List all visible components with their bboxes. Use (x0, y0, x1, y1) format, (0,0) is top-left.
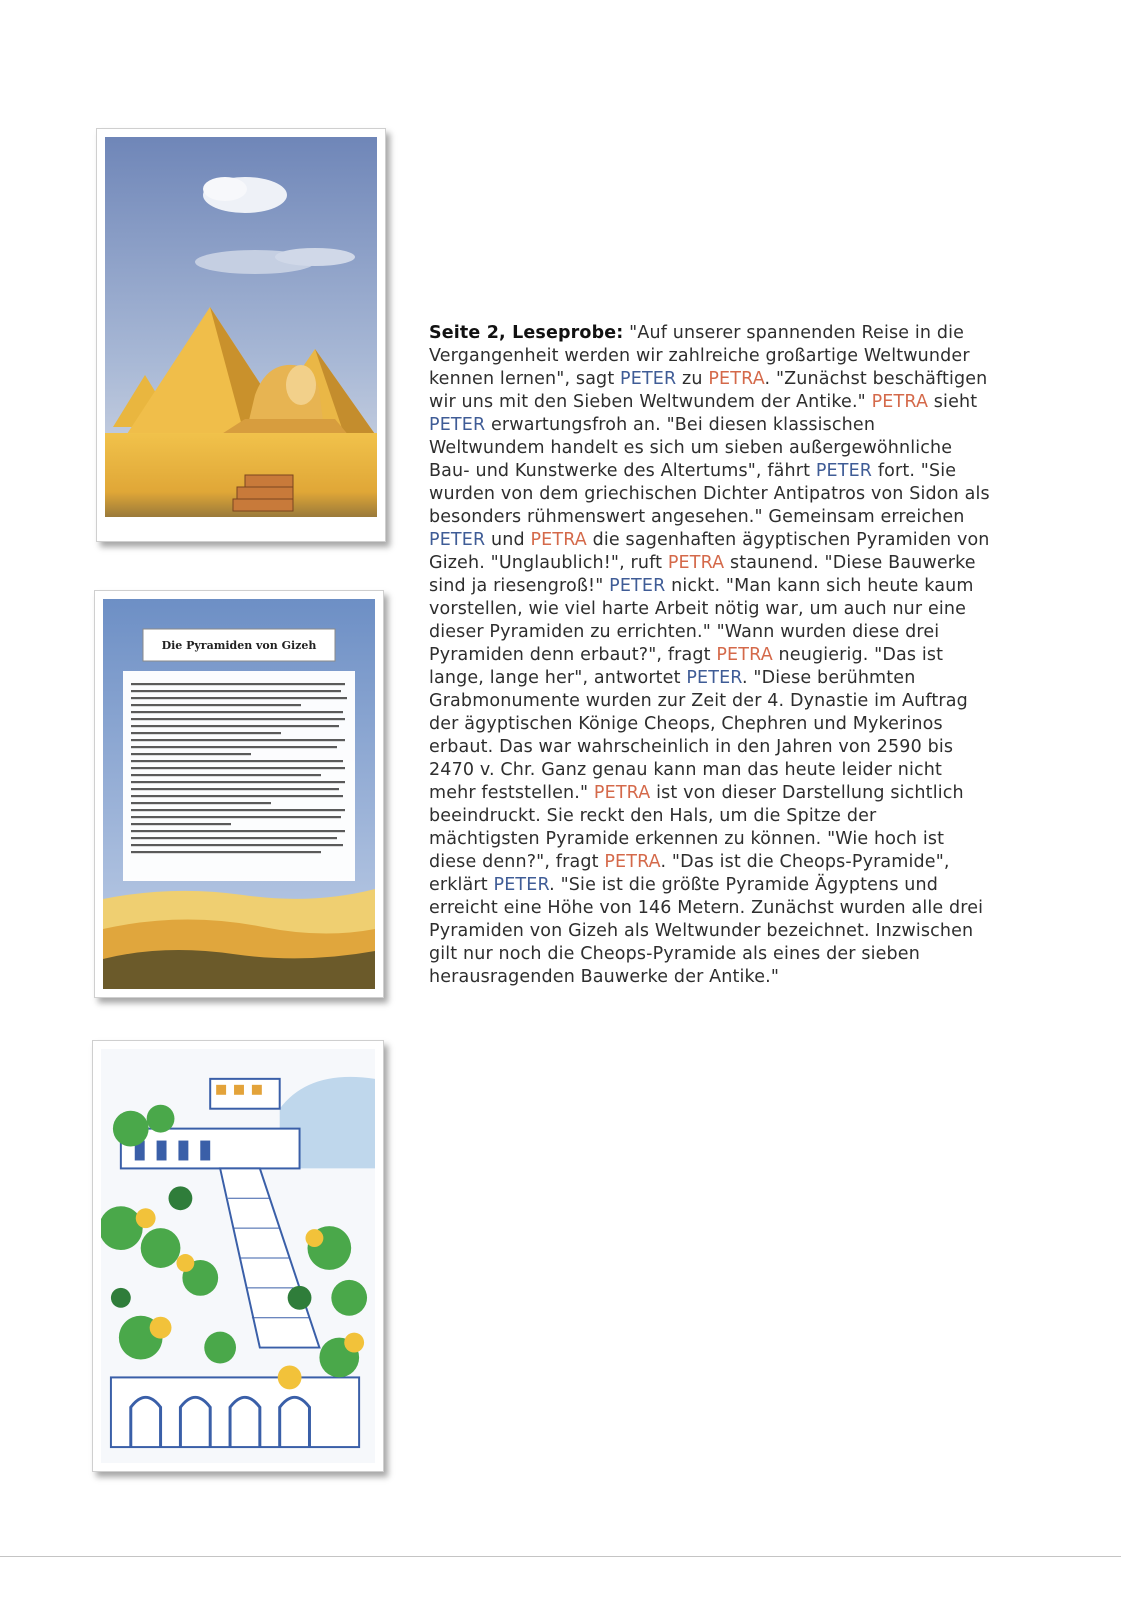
text-segment: und (485, 530, 531, 550)
text-segment: sieht (928, 392, 983, 412)
name-petra: PETRA (667, 553, 725, 573)
text-segment: zu (676, 369, 709, 389)
text-segment: "Auf unserer spannenden Reise in die Vergangenheit werden wir zahlreiche großartige Weltwunder kennen lernen", sagt (429, 323, 976, 389)
hanging-gardens-illustration (101, 1049, 375, 1463)
sample-heading: Seite 2, Leseprobe: (429, 323, 624, 343)
name-peter: PETER (686, 668, 742, 688)
name-petra: PETRA (716, 645, 773, 665)
text-segment: . "Zunächst beschäftigen wir uns mit den Sieben Weltwundem der Antike." (429, 369, 994, 412)
thumbnail-page-title: Die Pyramiden von Gizeh (161, 639, 317, 652)
text-segment: ist von dieser Darstellung sichtlich beeindruckt. Sie reckt den Hals, um die Spitze der mächtigsten Pyramide erkennen zu können. "Wie hoch ist diese denn?", fragt (429, 783, 970, 872)
name-peter: PETER (493, 875, 550, 895)
name-peter: PETER (620, 369, 677, 389)
name-petra: PETRA (593, 783, 651, 803)
text-segment: neugierig. "Das ist lange, lange her", antwortet (429, 645, 949, 688)
page-thumbnail-pyramids (96, 128, 386, 542)
page-thumbnail-text (94, 590, 384, 998)
page-thumbnail-gardens (92, 1040, 384, 1472)
text-page-illustration (103, 599, 375, 989)
bottom-divider (0, 1556, 1121, 1557)
name-petra: PETRA (604, 852, 661, 872)
name-peter: PETER (609, 576, 666, 596)
text-segment: . "Diese berühmten Grabmonumente wurden zur Zeit der 4. Dynastie im Auftrag der ägyptischen Könige Cheops, Chephren und Mykerinos erbaut. Das war wahrscheinlich in den Jahren von 2590 bis 2470 v. Chr. Ganz genau kann man das heute leider nicht mehr feststellen." (429, 668, 974, 803)
pyramids-sphinx-illustration (105, 137, 377, 533)
text-segment: . "Sie ist die größte Pyramide Ägyptens und erreicht eine Höhe von 146 Metern. Zunächst wurden alle drei Pyramiden von Gizeh als Weltwunder bezeichnet. Inzwischen gilt nur noch die Cheops-Pyramide als eines der sieben herausragenden Bauwerke der Antike." (429, 875, 989, 987)
name-peter: PETER (815, 461, 873, 481)
reading-sample-text (429, 322, 996, 989)
name-petra: PETRA (530, 530, 587, 550)
text-segment: nickt. "Man kann sich heute kaum vorstellen, wie viel harte Arbeit nötig war, um auch nur eine dieser Pyramiden zu errichten." "Wann wurden diese drei Pyramiden denn erbaut?", fragt (429, 576, 980, 665)
text-segment: . "Das ist die Cheops-Pyramide", erklärt (429, 852, 956, 895)
name-peter: PETER (429, 530, 486, 550)
name-peter: PETER (429, 415, 486, 435)
text-segment: die sagenhaften ägyptischen Pyramiden von Gizeh. "Unglaublich!", ruft (429, 530, 996, 573)
name-petra: PETRA (871, 392, 929, 412)
name-petra: PETRA (708, 369, 765, 389)
text-segment: fort. "Sie wurden von dem griechischen Dichter Antipatros von Sidon als besonders rühmenswert angesehen." Gemeinsam erreichen (429, 461, 996, 527)
text-segment: erwartungsfroh an. "Bei diesen klassischen Weltwundem handelt es sich um sieben außergewöhnliche Bau- und Kunstwerke des Altertums", fährt (429, 415, 958, 481)
text-segment: staunend. "Diese Bauwerke sind ja riesengroß!" (429, 553, 982, 596)
